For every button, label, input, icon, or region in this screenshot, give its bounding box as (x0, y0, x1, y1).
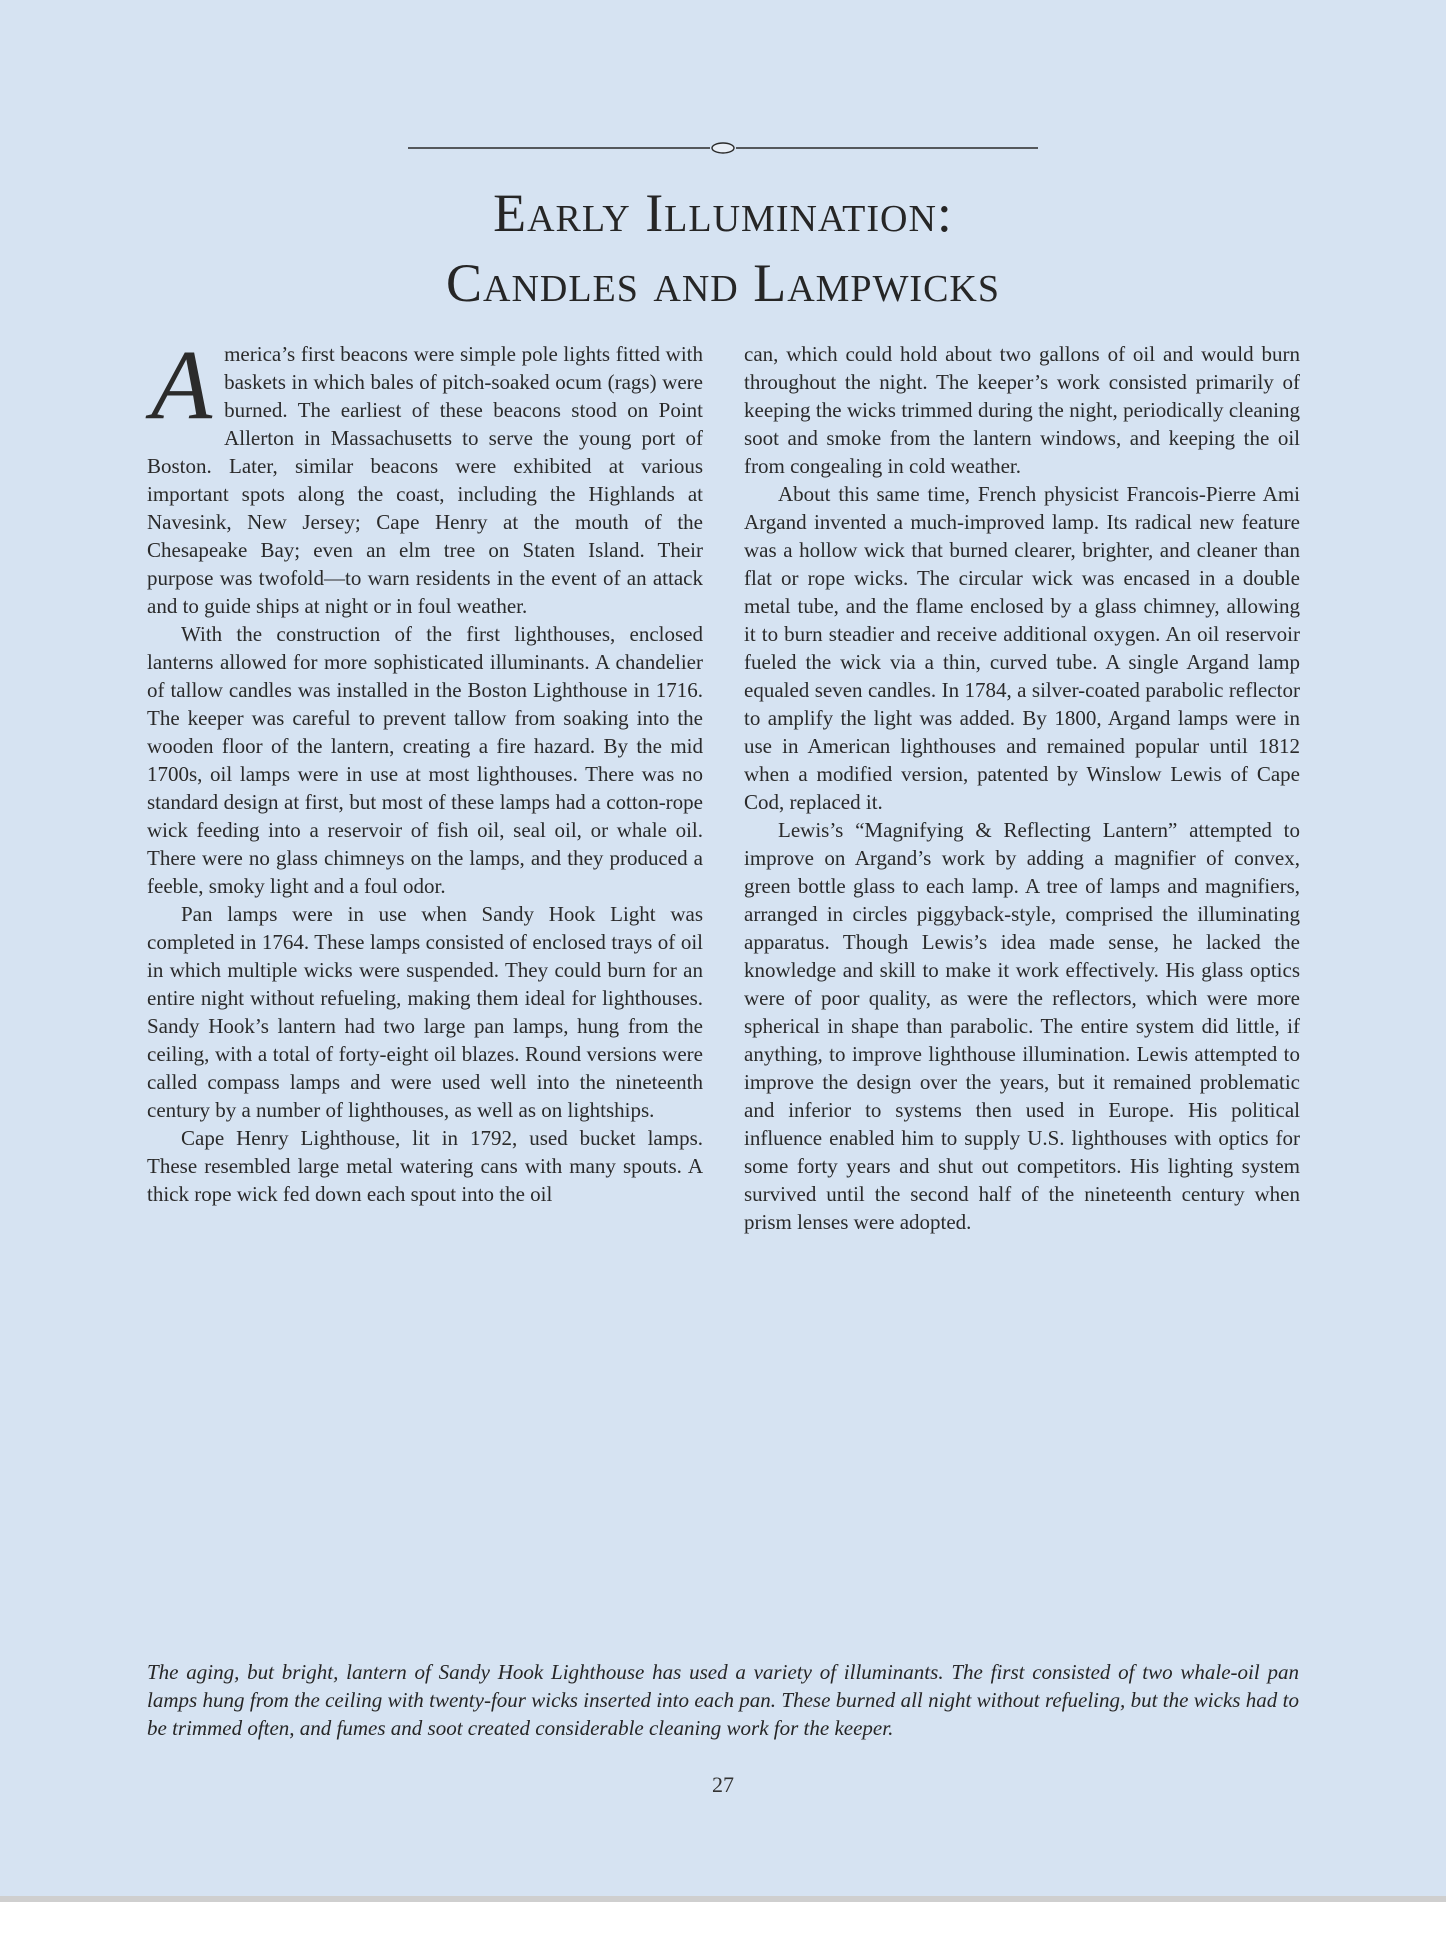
page-title (0, 178, 1446, 318)
paragraph-6: Lewis’s “Magnifying & Reflecting Lantern” attempted to improve on Argand’s work by adding a magnifier of convex, green bottle glass to each lamp. A tree of lamps and magnifiers, arranged in circles piggyback-style, comprised the illuminating apparatus. Though Lewis’s idea made sense, he lacked the knowledge and skill to make it work effectively. His glass optics were of poor quality, as were the reflectors, which were more spherical in shape than parabolic. The entire system did little, if anything, to improve lighthouse illumination. Lewis attempted to improve the design over the years, but it remained problematic and inferior to systems then used in Europe. His political influence enabled him to supply U.S. lighthouses with optics for some forty years and shut out competitors. His lighting system survived until the second half of the nineteenth century when prism lenses were adopted. (744, 818, 1300, 1234)
page-bottom-edge (0, 1896, 1446, 1902)
title-line-2: Candles and Lampwicks (445, 253, 1001, 313)
text-column-right (744, 340, 1300, 1236)
page-number: 27 (712, 1772, 734, 1797)
paragraph-4-continued: can, which could hold about two gallons of oil and would burn throughout the night. The keeper’s work consisted primarily of keeping the wicks trimmed during the night, periodically cleaning soot and smoke from the lantern windows, and keeping the oil from congealing in cold weather. (744, 342, 1300, 478)
title-line-1: Early Illumination: (493, 183, 953, 243)
paragraph-2: With the construction of the first lighthouses, enclosed lanterns allowed for more sophisticated illuminants. A chandelier of tallow candles was installed in the Boston Lighthouse in 1716. The keeper was careful to prevent tallow from soaking into the wooden floor of the lantern, creating a fire hazard. By the mid 1700s, oil lamps were in use at most lighthouses. There was no standard design at first, but most of these lamps had a cotton-rope wick feeding into a reservoir of fish oil, seal oil, or whale oil. There were no glass chimneys on the lamps, and they produced a feeble, smoky light and a foul odor. (147, 622, 703, 898)
photo-caption: The aging, but bright, lantern of Sandy Hook Lighthouse has used a variety of illuminants. The first consisted of two whale-oil pan lamps hung from the ceiling with twenty-four wicks inserted into each pan. These burned all night without refueling, but the wicks had to be trimmed often, and fumes and soot created considerable cleaning work for the keeper. (147, 1660, 1299, 1740)
paragraph-1-text: merica’s first beacons were simple pole lights fitted with baskets in which bales of pitch-soaked ocum (rags) were burned. The earliest of these beacons stood on Point Allerton in Massachusetts to serve the young port of Boston. Later, similar beacons were exhibited at various important spots along the coast, including the Highlands at Navesink, New Jersey; Cape Henry at the mouth of the Chesapeake Bay; even an elm tree on Staten Island. Their purpose was twofold—to warn residents in the event of an attack and to guide ships at night or in foul weather. (147, 342, 703, 618)
paragraph-5: About this same time, French physicist Francois-Pierre Ami Argand invented a much-improved lamp. Its radical new feature was a hollow wick that burned clearer, brighter, and cleaner than flat or rope wicks. The circular wick was encased in a double metal tube, and the flame enclosed by a glass chimney, allowing it to burn steadier and receive additional oxygen. An oil reservoir fueled the wick via a thin, curved tube. A single Argand lamp equaled seven candles. In 1784, a silver-coated parabolic reflector to amplify the light was added. By 1800, Argand lamps were in use in American lighthouses and remained popular until 1812 when a modified version, patented by Winslow Lewis of Cape Cod, replaced it. (744, 482, 1300, 814)
paragraph-1 (147, 329, 703, 620)
ornament-rule (408, 141, 1038, 155)
paragraph-4: Cape Henry Lighthouse, lit in 1792, used bucket lamps. These resembled large metal watering cans with many spouts. A thick rope wick fed down each spout into the oil (147, 1126, 703, 1206)
drop-cap: A (151, 329, 213, 440)
text-column-left (147, 329, 703, 1208)
paragraph-3: Pan lamps were in use when Sandy Hook Light was completed in 1764. These lamps consisted of enclosed trays of oil in which multiple wicks were suspended. They could burn for an entire night without refueling, making them ideal for lighthouses. Sandy Hook’s lantern had two large pan lamps, hung from the ceiling, with a total of forty-eight oil blazes. Round versions were called compass lamps and were used well into the nineteenth century by a number of lighthouses, as well as on lightships. (147, 902, 703, 1122)
